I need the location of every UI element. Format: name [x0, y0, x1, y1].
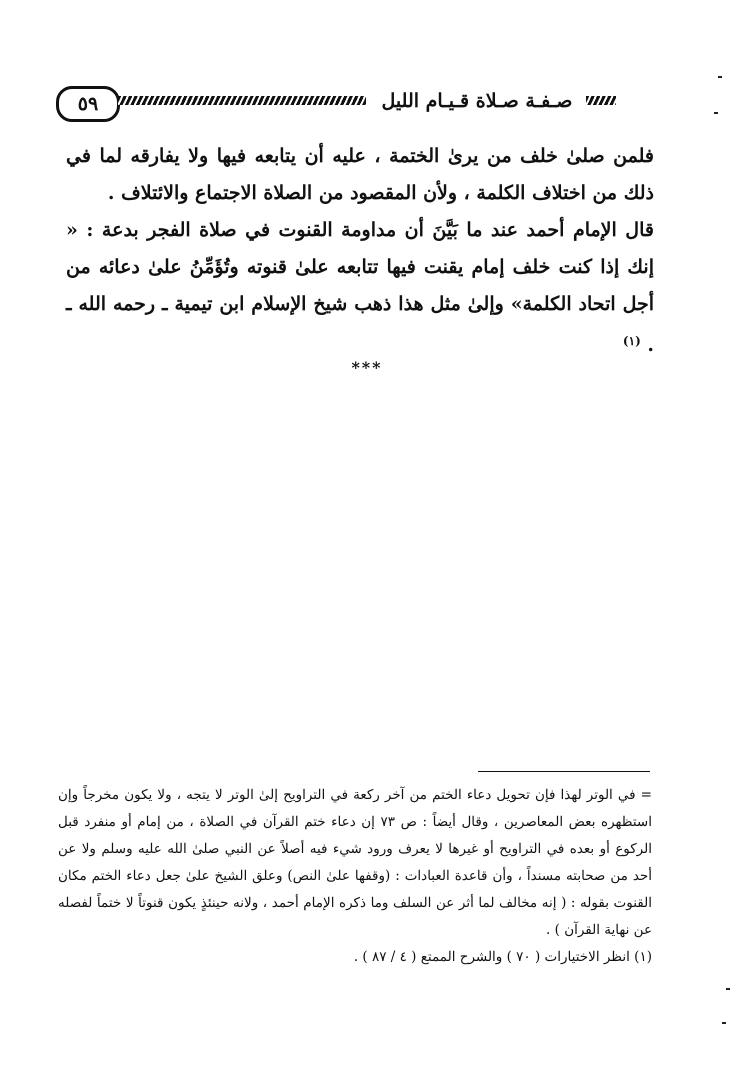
header-ornament-right — [586, 96, 616, 105]
main-text — [66, 138, 654, 364]
footnotes — [58, 782, 652, 971]
scan-mark — [722, 1022, 726, 1024]
paragraph — [66, 212, 654, 364]
paragraph-text: قال الإمام أحمد عند ما بَيَّنَ أن مداومة القنوت في صلاة الفجر بدعة : « إنك إذا كنت خلف إمام يقنت فيها تتابعه علىٰ قنوته وتُؤَمِّنُ علىٰ دعائه من أجل اتحاد الكلمة» وإلىٰ مثل هذا ذهب شيخ الإسلام ابن تيمية ـ رحمه الله ـ . — [66, 219, 654, 356]
page-number: ٥٩ — [56, 86, 120, 122]
footnote-continuation: = في الوتر لهذا فإن تحويل دعاء الختم من آخر ركعة في التراويح إلىٰ الوتر لا يتجه ، ولا يكون مخرجاً وإن استظهره بعض المعاصرين ، وقال أيضاً : ص ٧٣ إن دعاء ختم القرآن في الصلاة ، من إمام أو منفرد قبل الركوع أو بعده في التراويح أو غيرها لا يعرف ورود شيء فيه أصلاً عن النبي صلىٰ الله عليه وسلم ولا عن أحد من صحابته مسنداً ، وأن قاعدة العبادات : (وقفها علىٰ النص) وعلق الشيخ علىٰ جعل دعاء الختم مكان القنوت بقوله : ( إنه مخالف لما أثر عن السلف وما ذكره الإمام أحمد ، ولانه حينئذٍ يكون قنوتاً لا ختماً لفصله عن نهاية القرآن ) . — [58, 787, 652, 938]
scan-mark — [726, 988, 730, 990]
scan-mark — [714, 112, 718, 114]
footnote-divider — [478, 771, 650, 772]
footnote-reference: (١) — [622, 334, 641, 348]
paragraph: فلمن صلىٰ خلف من يرىٰ الختمة ، عليه أن يتابعه فيها ولا يفارقه لما في ذلك من اختلاف الكلمة ، ولأن المقصود من الصلاة الاجتماع والائتلاف . — [66, 145, 654, 204]
section-separator: *** — [351, 358, 383, 377]
footnote-1: (١) انظر الاختيارات ( ٧٠ ) والشرح الممتع ( ٤ / ٨٧ ) . — [353, 949, 652, 965]
page-header — [56, 84, 626, 120]
scan-mark — [718, 76, 722, 78]
running-title: صـفـة صـلاة قـيـام الليل — [381, 90, 573, 112]
header-ornament-left — [118, 96, 366, 105]
